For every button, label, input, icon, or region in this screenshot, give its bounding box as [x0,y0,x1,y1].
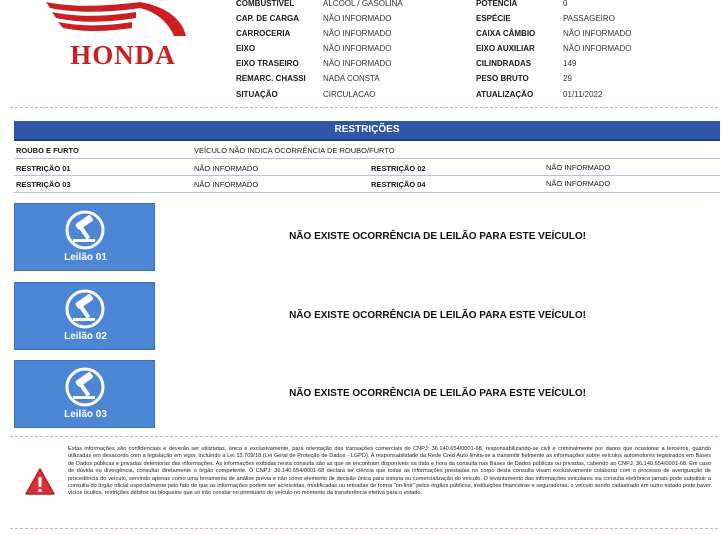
spec-value: NÃO INFORMADO [323,59,392,68]
spec-label: ATUALIZAÇÃO [476,90,534,99]
spec-value: 0 [563,0,568,8]
brand-name: HONDA [70,40,176,70]
spec-label: ESPÉCIE [476,14,511,23]
restriction-value: NÃO INFORMADO [546,163,611,172]
gavel-icon [63,210,107,250]
restriction-label: RESTRIÇÃO 04 [371,180,426,189]
spec-value: NADA CONSTA [323,74,380,83]
auction-badge [14,282,155,350]
restrictions-header: RESTRIÇÕES [14,121,720,141]
footer-divider [10,528,718,529]
spec-value: PASSAGEIRO [563,14,615,23]
spec-label: POTÊNCIA [476,0,518,8]
spec-value: NÃO INFORMADO [323,44,392,53]
spec-label: PESO BRUTO [476,74,529,83]
spec-value: ÁLCOOL / GASOLINA [323,0,403,8]
auction-message: NÃO EXISTE OCORRÊNCIA DE LEILÃO PARA ESTE VEÍCULO! [289,231,586,242]
auction-badge [14,360,155,428]
spec-label: EIXO AUXILIAR [476,44,535,53]
auction-row [14,360,720,428]
spec-label: CAP. DE CARGA [236,14,299,23]
section-divider [10,107,718,108]
restriction-value: NÃO INFORMADO [194,164,259,173]
spec-value: NÃO INFORMADO [563,29,632,38]
spec-value: NÃO INFORMADO [323,29,392,38]
spec-value: NÃO INFORMADO [323,14,392,23]
gavel-icon [63,289,107,329]
row-divider [14,175,720,176]
auction-row [14,282,720,350]
restriction-label: RESTRIÇÃO 01 [16,164,71,173]
spec-value: 149 [563,59,577,68]
gavel-icon [63,367,107,407]
restriction-value: NÃO INFORMADO [194,180,259,189]
spec-label: CARROCERIA [236,29,291,38]
roubo-furto-value: VEÍCULO NÃO INDICA OCORRÊNCIA DE ROUBO/FURTO [194,146,395,155]
restriction-value: NÃO INFORMADO [546,179,611,188]
legal-disclaimer: Estas informações são confidenciais e deverão ser utilizadas, única e exclusivamente, para orientação das transações comerciais do CNPJ: 36.140.654/0001-68, responsabilizando-se civil e criminalmente por danos que ocasionar a terceiros, quando utilizadas em desacordo com a legislação em vigor, incluindo a Lei 13.709/18 (Lei Geral de Proteção de Dados - LGPD). A responsabilidade da Rede Cred Auto limita-se a transmitir fielmente as informações sobre veículos automotores registrados em Bases de Dados públicas e privadas detentoras das informações. As informações exibidas nesta consulta são as que se encontram disponíveis na data e hora da consulta nas Bases de Dados públicas ou privadas, cabendo ao CNPJ: 36.140.654/0001-68. Em caso de dúvida ou divergência, consultar diretamente o órgão competente. O CNPJ: 36.140.654/0001-68 declara ter ciência que todas as informações prestadas no corpo desta consulta visam exclusivamente colaborar com o processo de averiguação de procedência do veículo, servindo apenas como uma ferramenta de análise prévia e não como elemento de decisão única para vistoria ou comercialização do veículo. O levantamento das informações veiculares via consulta eletrônica jamais pode substituir a consulta do órgão oficial especialmente pelo fato de que as informações podem ser acrescidas, modificadas ou retiradas de forma "on-line" pelos órgãos públicos, instituições financeiras e seguradoras, o veículo sendo cadastrado em outro estado pode haver vícios ocultos, restrições débitos ou bloqueios que só irão constar no prontuário do veículo no momento da transferência efetiva para o estado. [68,446,711,497]
spec-value: 29 [563,74,572,83]
spec-label: EIXO [236,44,256,53]
restriction-label: RESTRIÇÃO 03 [16,180,71,189]
spec-label: EIXO TRASEIRO [236,59,299,68]
spec-value: CIRCULACAO [323,90,376,99]
row-divider [14,158,720,159]
auction-message: NÃO EXISTE OCORRÊNCIA DE LEILÃO PARA ESTE VEÍCULO! [289,388,586,399]
auction-badge [14,203,155,271]
spec-label: REMARC. CHASSI [236,74,306,83]
restriction-label: RESTRIÇÃO 02 [371,164,426,173]
row-divider [14,192,720,193]
spec-label: CAIXA CÂMBIO [476,29,536,38]
auction-label: Leilão 02 [64,331,107,342]
vehicle-specs [0,0,728,105]
spec-value: 01/11/2022 [563,90,603,99]
roubo-furto-label: ROUBO E FURTO [16,146,79,155]
auction-label: Leilão 01 [64,252,107,263]
auction-row [14,203,720,271]
warning-icon [24,467,56,497]
spec-label: SITUAÇÃO [236,90,278,99]
spec-label: COMBUSTÍVEL [236,0,295,8]
spec-value: NÃO INFORMADO [563,44,632,53]
spec-label: CILINDRADAS [476,59,532,68]
auction-label: Leilão 03 [64,409,107,420]
section-divider [10,436,718,437]
auction-message: NÃO EXISTE OCORRÊNCIA DE LEILÃO PARA ESTE VEÍCULO! [289,310,586,321]
